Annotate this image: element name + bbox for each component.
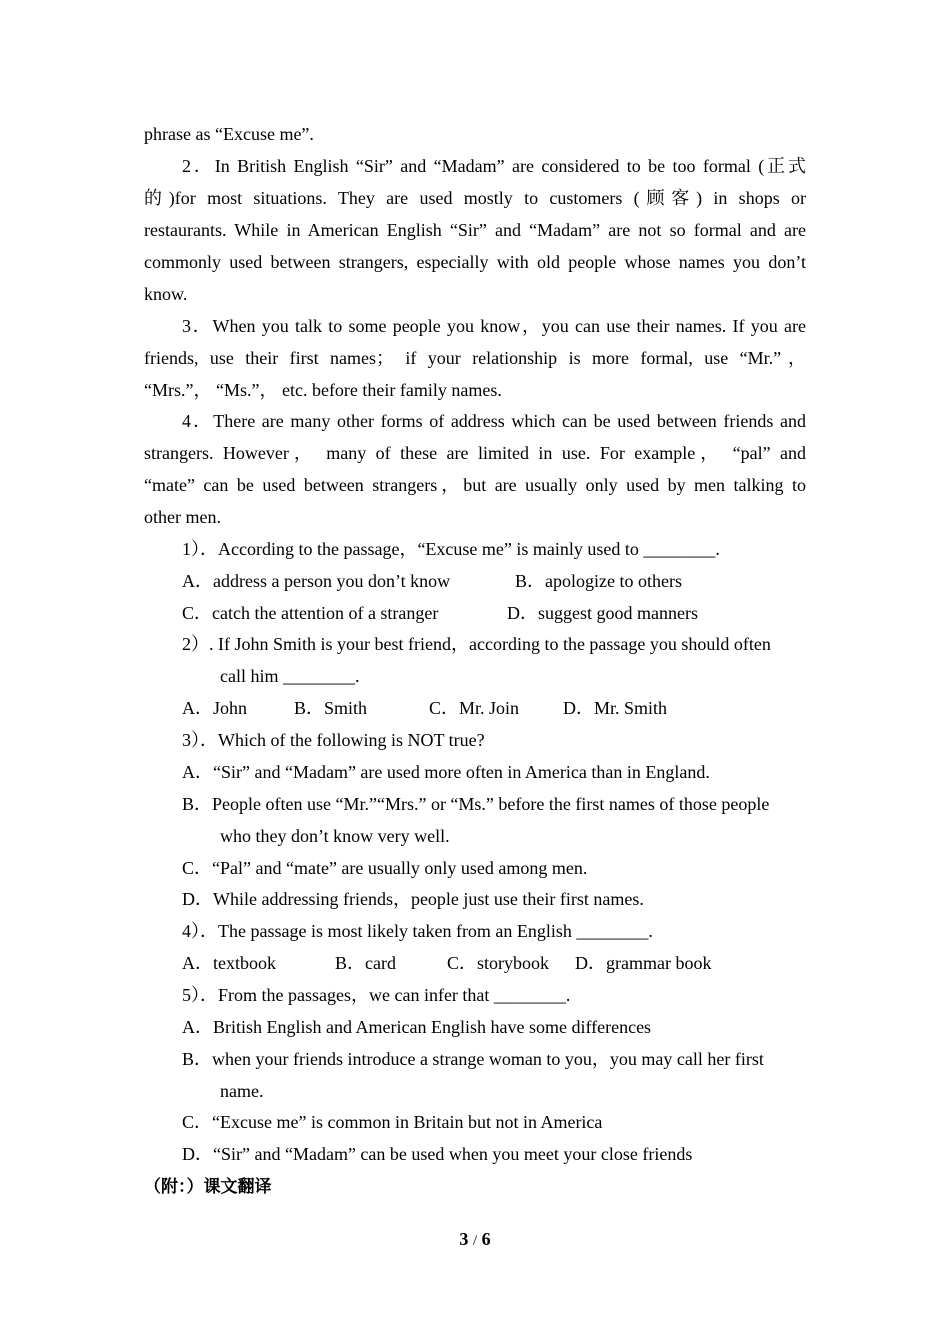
passage-line: phrase as “Excuse me”. <box>144 124 314 144</box>
question-option: A．John <box>182 698 248 718</box>
question-stem: 2）. If John Smith is your best friend，according to the passage you should often <box>182 634 771 654</box>
passage-line: restaurants. While in American English “Sir” and “Madam” are not so formal and are <box>144 220 806 240</box>
question-option: C．Mr. Join <box>429 698 520 718</box>
passage-line: strangers. However， many of these are limited in use. For example， “pal” and <box>144 443 806 463</box>
question-option: A．“Sir” and “Madam” are used more often in America than in England. <box>182 762 710 782</box>
question-option: name. <box>220 1081 264 1101</box>
question-stem: 5）．From the passages，we can infer that ________. <box>182 985 571 1005</box>
question-option: B．People often use “Mr.”“Mrs.” or “Ms.” before the first names of those people <box>182 794 770 814</box>
page-total: 6 <box>481 1229 491 1249</box>
question-option: C．“Excuse me” is common in Britain but not in America <box>182 1112 603 1132</box>
passage-line: “Mrs.”， “Ms.”， etc. before their family names. <box>144 380 502 400</box>
question-option: who they don’t know very well. <box>220 826 450 846</box>
question-option: A．address a person you don’t know <box>182 571 451 591</box>
passage-line: 的)for most situations. They are used mostly to customers (顾客) in shops or <box>144 188 806 208</box>
appendix-heading: （附：）课文翻译 <box>144 1177 272 1197</box>
passage-line: other men. <box>144 507 221 527</box>
question-option: C．storybook <box>447 953 550 973</box>
question-stem: 1）．According to the passage，“Excuse me” is mainly used to ________. <box>182 539 720 559</box>
question-option: C．“Pal” and “mate” are usually only used among men. <box>182 858 588 878</box>
question-option: B．apologize to others <box>515 571 682 591</box>
question-stem: 4）．The passage is most likely taken from an English ________. <box>182 921 653 941</box>
passage-line: commonly used between strangers, especially with old people whose names you don’t <box>144 252 806 272</box>
question-option: B．when your friends introduce a strange woman to you，you may call her first <box>182 1049 764 1069</box>
page-number <box>0 1227 950 1253</box>
question-option: D．suggest good manners <box>507 603 698 623</box>
page-current: 3 <box>459 1229 469 1249</box>
question-option: D．grammar book <box>575 953 712 973</box>
passage-line: 4．There are many other forms of address which can be used between friends and <box>182 411 806 431</box>
question-option: D．While addressing friends，people just use their first names. <box>182 889 644 909</box>
question-option: D．“Sir” and “Madam” can be used when you meet your close friends <box>182 1144 693 1164</box>
passage-line: 2．In British English “Sir” and “Madam” are considered to be too formal (正式 <box>182 156 806 176</box>
passage-line: friends, use their first names； if your relationship is more formal, use “Mr.”， <box>144 348 806 368</box>
passage-line: 3．When you talk to some people you know，you can use their names. If you are <box>182 316 806 336</box>
page-separator: / <box>472 1233 478 1249</box>
question-option: B．Smith <box>294 698 368 718</box>
passage-line: know. <box>144 284 188 304</box>
question-option: C．catch the attention of a stranger <box>182 603 439 623</box>
question-option: A．British English and American English have some differences <box>182 1017 652 1037</box>
passage-line: “mate” can be used between strangers，but are usually only used by men talking to <box>144 475 806 495</box>
question-option: D．Mr. Smith <box>563 698 668 718</box>
question-option: B．card <box>335 953 396 973</box>
question-option: A．textbook <box>182 953 276 973</box>
question-stem: call him ________. <box>220 666 360 686</box>
question-stem: 3）．Which of the following is NOT true? <box>182 730 485 750</box>
